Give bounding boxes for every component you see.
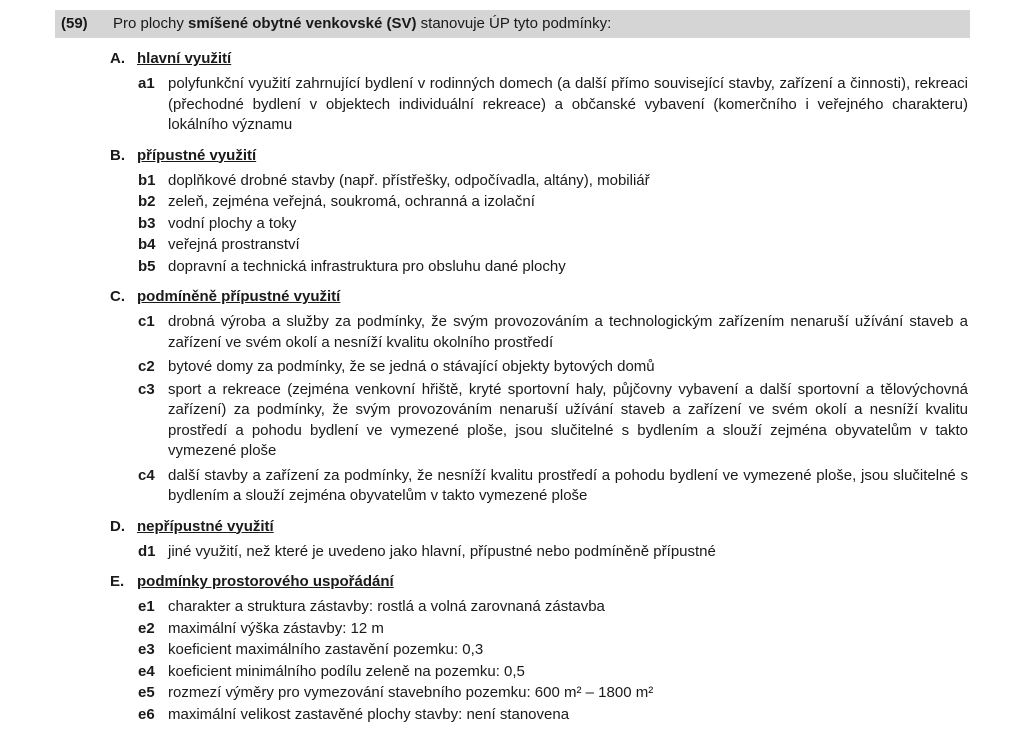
item-e1 xyxy=(138,597,968,618)
section-letter: D. xyxy=(110,517,125,535)
item-text: polyfunkční využití zahrnující bydlení v rodinných domech (a další přímo související stavby, zařízení a činnosti), rekreaci (přechodné bydlení v objektech individuální rekreace) a občanské vybavení (komerčního i veřejného charakteru) lokálního významu xyxy=(168,75,968,133)
item-c4 xyxy=(138,466,968,507)
item-e6 xyxy=(138,705,968,726)
item-label: b3 xyxy=(138,214,156,232)
section-letter: A. xyxy=(110,50,125,67)
item-label: d1 xyxy=(138,542,156,560)
item-label: e2 xyxy=(138,619,155,637)
section-b xyxy=(110,146,968,278)
sections-container xyxy=(110,49,968,725)
item-label: c2 xyxy=(138,358,155,375)
clause-title-bold: smíšené obytné venkovské (SV) xyxy=(188,15,417,32)
item-e3 xyxy=(138,640,968,661)
section-title: nepřípustné využití xyxy=(137,517,274,535)
item-b4 xyxy=(138,235,968,256)
item-b1 xyxy=(138,171,968,192)
section-title: podmíněně přípustné využití xyxy=(137,288,341,305)
item-label: c4 xyxy=(138,466,155,484)
section-c xyxy=(110,287,968,507)
item-c3 xyxy=(138,380,968,462)
item-text: koeficient minimálního podílu zeleně na pozemku: 0,5 xyxy=(168,662,525,680)
item-c2 xyxy=(138,357,968,378)
item-text: jiné využití, než které je uvedeno jako hlavní, přípustné nebo podmíněně přípustné xyxy=(168,542,716,560)
item-b2 xyxy=(138,192,968,213)
item-d1 xyxy=(138,542,968,563)
item-text: dopravní a technická infrastruktura pro obsluhu dané plochy xyxy=(168,257,566,275)
item-text: vodní plochy a toky xyxy=(168,214,297,232)
item-b3 xyxy=(138,214,968,235)
item-text: sport a rekreace (zejména venkovní hřiště, kryté sportovní haly, půjčovny vybavení a další sportovní a tělovýchovná zařízení) za podmínky, že svým provozováním nenaruší užívání staveb a zařízení ve svém okolí a nesníží kvalitu prostředí a pohodu bydlení ve vymezené ploše, jsou slučitelné s bydlením a slouží zejména obyvatelům v takto vymezené ploše xyxy=(168,380,968,459)
section-title: podmínky prostorového uspořádání xyxy=(137,573,394,590)
item-text: veřejná prostranství xyxy=(168,236,300,253)
clause-number: (59) xyxy=(61,15,88,32)
item-label: b1 xyxy=(138,171,156,189)
item-a1 xyxy=(138,74,968,136)
item-text: charakter a struktura zástavby: rostlá a volná zarovnaná zástavba xyxy=(168,598,605,615)
item-label: e6 xyxy=(138,705,155,723)
clause-title-prefix: Pro plochy xyxy=(113,15,189,32)
item-text: zeleň, zejména veřejná, soukromá, ochranná a izolační xyxy=(168,193,535,210)
item-label: b4 xyxy=(138,236,156,253)
section-heading xyxy=(110,146,968,166)
item-label: a1 xyxy=(138,75,155,92)
section-title: přípustné využití xyxy=(137,146,257,164)
section-title: hlavní využití xyxy=(137,50,232,67)
section-letter: E. xyxy=(110,573,125,590)
item-label: b2 xyxy=(138,193,156,210)
item-text: maximální výška zástavby: 12 m xyxy=(168,619,384,637)
item-text: doplňkové drobné stavby (např. přístřešky, odpočívadla, altány), mobiliář xyxy=(168,171,650,189)
document-page xyxy=(0,10,1024,725)
item-b5 xyxy=(138,257,968,278)
clause-title-suffix: stanovuje ÚP tyto podmínky: xyxy=(416,15,612,32)
item-label: e1 xyxy=(138,598,155,615)
item-text: maximální velikost zastavěné plochy stavby: není stanovena xyxy=(168,705,570,723)
item-label: e4 xyxy=(138,662,155,680)
clause-title xyxy=(113,14,962,34)
item-c1 xyxy=(138,312,968,353)
item-text: koeficient maximálního zastavění pozemku: 0,3 xyxy=(168,641,484,658)
item-label: c3 xyxy=(138,380,155,398)
section-heading xyxy=(110,49,968,69)
section-heading xyxy=(110,287,968,307)
item-label: b5 xyxy=(138,257,156,275)
section-heading xyxy=(110,517,968,537)
section-letter: C. xyxy=(110,288,125,305)
item-text: drobná výroba a služby za podmínky, že svým provozováním a technologickým zařízením nenaruší užívání staveb a zařízení ve svém okolí a nesníží kvalitu okolního prostředí xyxy=(168,313,968,351)
item-label: e5 xyxy=(138,684,155,701)
item-label: c1 xyxy=(138,313,155,330)
item-e2 xyxy=(138,619,968,640)
section-d xyxy=(110,517,968,563)
section-heading xyxy=(110,572,968,592)
section-e xyxy=(110,572,968,725)
item-text: další stavby a zařízení za podmínky, že nesníží kvalitu prostředí a pohodu bydlení ve vymezené ploše, jsou slučitelné s bydlením a slouží zejména obyvatelům v takto vymezené ploše xyxy=(168,466,968,504)
item-e5 xyxy=(138,683,968,704)
section-letter: B. xyxy=(110,146,125,164)
section-a xyxy=(110,49,968,136)
item-label: e3 xyxy=(138,641,155,658)
item-e4 xyxy=(138,662,968,683)
item-text: rozmezí výměry pro vymezování stavebního pozemku: 600 m² – 1800 m² xyxy=(168,684,654,701)
item-text: bytové domy za podmínky, že se jedná o stávající objekty bytových domů xyxy=(168,358,655,375)
clause-header xyxy=(55,10,970,38)
